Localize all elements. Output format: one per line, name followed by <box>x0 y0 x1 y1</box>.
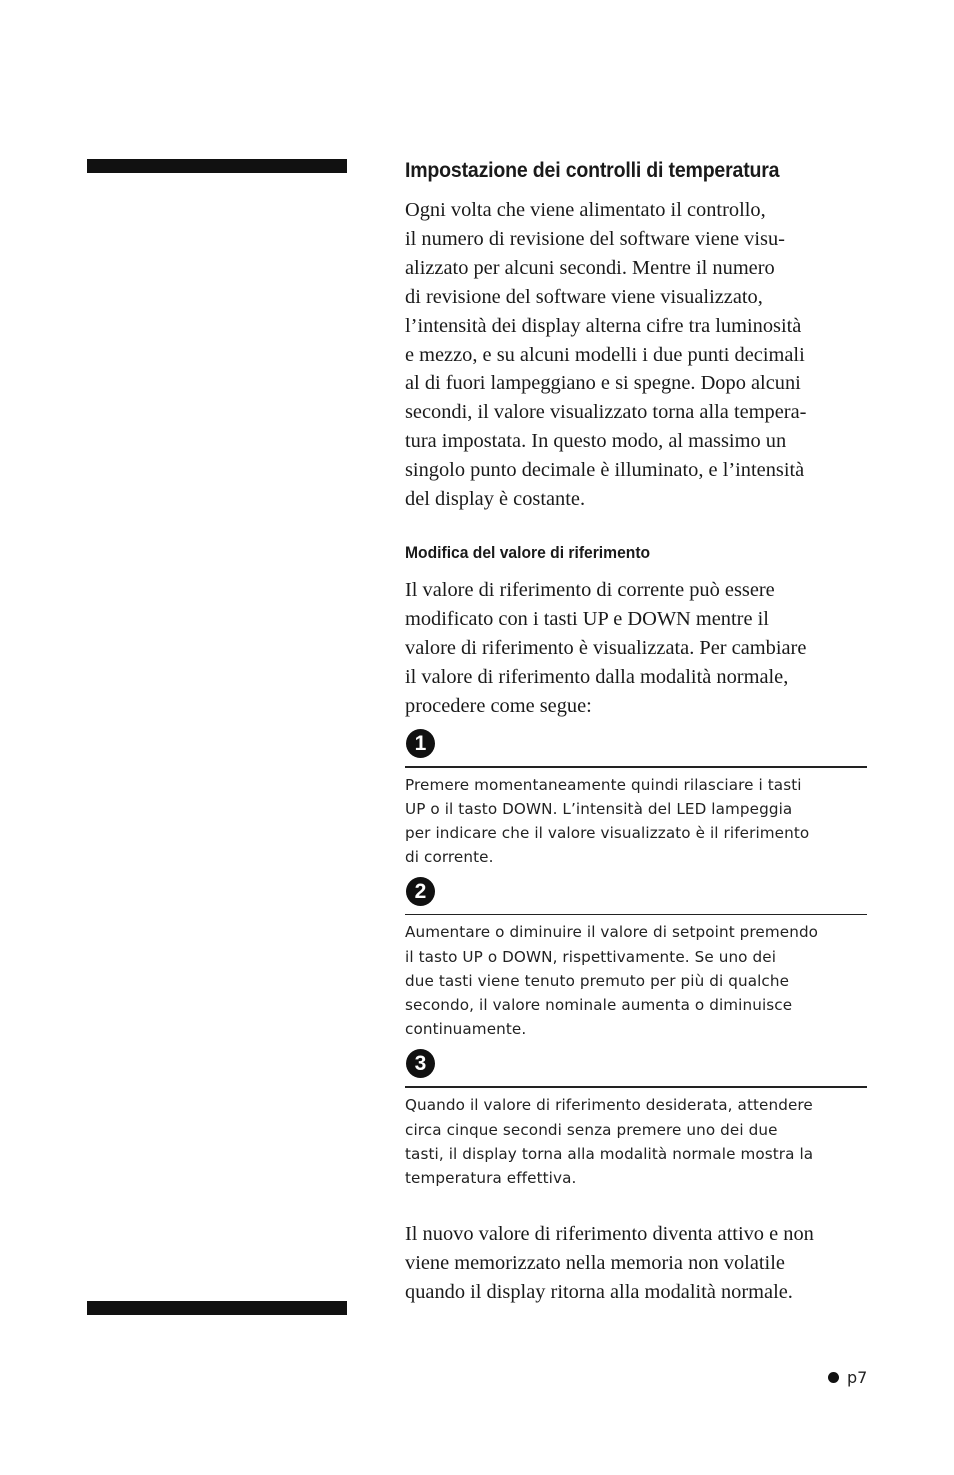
step-3 <box>405 1049 867 1190</box>
section-intro-line: alizzato per alcuni secondi. Mentre il numero <box>405 256 775 279</box>
step-text-line: secondo, il valore nominale aumenta o diminuisce <box>405 995 793 1014</box>
closing-line: Il nuovo valore di riferimento diventa attivo e non <box>405 1223 814 1246</box>
section-intro-line: secondi, il valore visualizzato torna alla tempera- <box>405 401 807 424</box>
subsection-intro-line: valore di riferimento è visualizzata. Per cambiare <box>405 636 807 659</box>
step-number-badge: 2 <box>406 877 435 906</box>
step-text-line: Quando il valore di riferimento desiderata, attendere <box>405 1096 813 1115</box>
page-footer <box>828 1366 867 1388</box>
content-column <box>405 155 867 1307</box>
step-divider <box>405 1086 867 1088</box>
step-text-line: il tasto UP o DOWN, rispettivamente. Se uno dei <box>405 947 777 966</box>
step-divider <box>405 766 867 768</box>
subsection-intro <box>405 576 867 721</box>
step-text-line: temperatura effettiva. <box>405 1168 577 1187</box>
step-text-line: circa cinque secondi senza premere uno dei due <box>405 1120 778 1139</box>
section-intro-line: il numero di revisione del software viene visu- <box>405 227 785 250</box>
closing-line: quando il display ritorna alla modalità normale. <box>405 1280 793 1303</box>
subsection-title: Modifica del valore di riferimento <box>405 542 651 562</box>
section-intro-line: del display è costante. <box>405 488 586 511</box>
step-text-line: UP o il tasto DOWN. L’intensità del LED lampeggia <box>405 799 793 818</box>
section-intro-line: e mezzo, e su alcuni modelli i due punti decimali <box>405 343 805 366</box>
top-decorative-bar <box>87 159 347 173</box>
closing-paragraph <box>405 1220 867 1307</box>
step-number-badge: 3 <box>406 1049 435 1078</box>
section-intro-line: tura impostata. In questo modo, al massimo un <box>405 430 787 453</box>
section-intro <box>405 196 867 514</box>
section-intro-line: al di fuori lampeggiano e si spegne. Dopo alcuni <box>405 372 801 395</box>
step-text-line: tasti, il display torna alla modalità normale mostra la <box>405 1144 814 1163</box>
step-text-line: due tasti viene tenuto premuto per più di qualche <box>405 971 790 990</box>
bullet-icon <box>828 1372 839 1383</box>
section-intro-line: Ogni volta che viene alimentato il controllo, <box>405 199 766 221</box>
step-text <box>405 920 867 1041</box>
section-title: Impostazione dei controlli di temperatura <box>405 159 780 182</box>
step-1 <box>405 729 867 870</box>
step-text-line: continuamente. <box>405 1020 527 1039</box>
step-text-line: Premere momentaneamente quindi rilasciare i tasti <box>405 775 802 794</box>
subsection-intro-line: modificato con i tasti UP e DOWN mentre il <box>405 607 769 630</box>
section-intro-line: singolo punto decimale è illuminato, e l’intensità <box>405 459 805 482</box>
step-2 <box>405 877 867 1041</box>
page-number: p7 <box>847 1367 868 1387</box>
subsection-intro-line: procedere come segue: <box>405 694 592 717</box>
subsection-intro-line: Il valore di riferimento di corrente può essere <box>405 578 775 601</box>
step-text <box>405 773 867 870</box>
step-divider <box>405 914 867 915</box>
step-text-line: di corrente. <box>405 848 494 867</box>
bottom-decorative-bar <box>87 1301 347 1315</box>
step-text <box>405 1093 867 1190</box>
step-text-line: per indicare che il valore visualizzato è il riferimento <box>405 823 810 842</box>
section-intro-line: l’intensità dei display alterna cifre tra luminosità <box>405 314 802 337</box>
subsection-intro-line: il valore di riferimento dalla modalità normale, <box>405 665 789 688</box>
step-text-line: Aumentare o diminuire il valore di setpoint premendo <box>405 923 819 942</box>
closing-line: viene memorizzato nella memoria non volatile <box>405 1252 785 1275</box>
step-number-badge: 1 <box>406 729 435 758</box>
section-intro-line: di revisione del software viene visualizzato, <box>405 285 763 308</box>
